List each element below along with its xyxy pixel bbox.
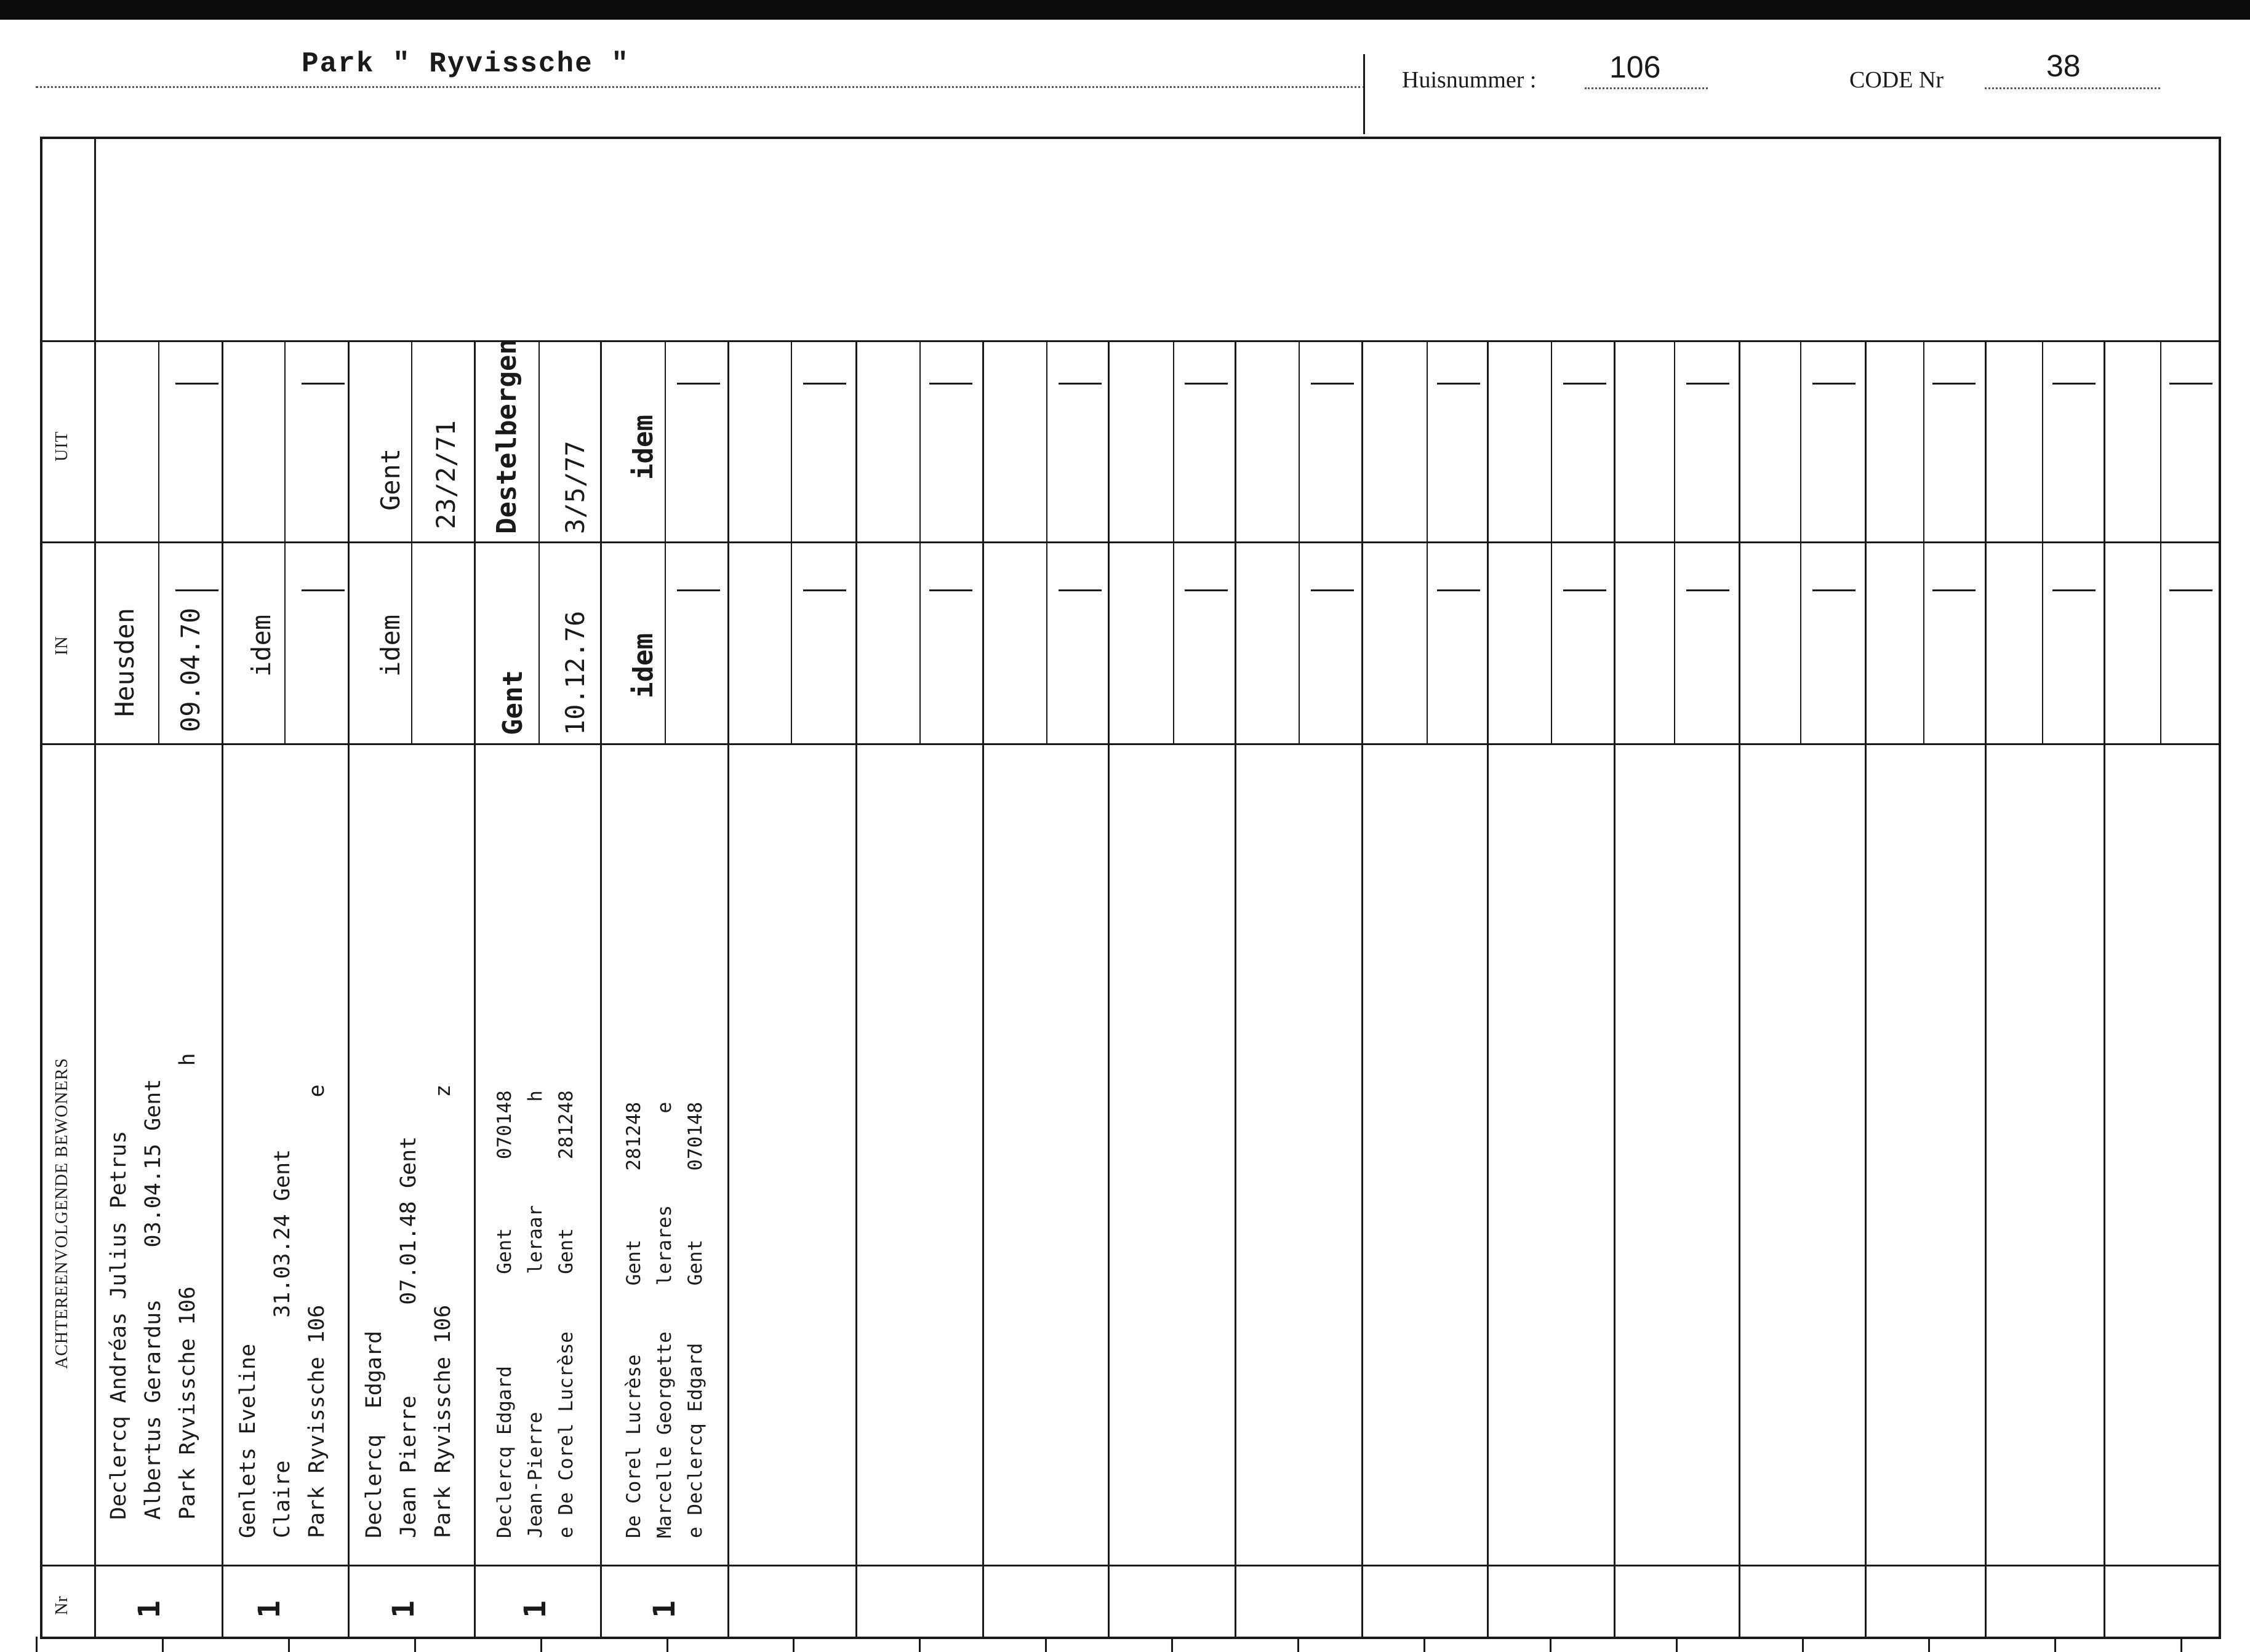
- bottom-tick: [2054, 1637, 2056, 1652]
- entry-number: 1: [647, 1600, 682, 1618]
- resident-line: Declercq Edgard: [362, 1330, 386, 1538]
- subcolumn-divider: [1046, 340, 1047, 743]
- entry-number: 1: [132, 1600, 167, 1618]
- cell-dash: [1686, 589, 1729, 591]
- column-divider: [474, 340, 476, 1637]
- resident-line: Jean Pierre 07.01.48 Gent: [396, 1136, 421, 1538]
- cell-dash: [1059, 383, 1102, 385]
- resident-block: [619, 1102, 711, 1538]
- in-place: idem: [246, 614, 276, 677]
- subcolumn-divider: [1923, 340, 1924, 743]
- bottom-tick: [1928, 1637, 1930, 1652]
- cell-dash: [2169, 589, 2212, 591]
- resident-line: Claire 31.03.24 Gent: [270, 1149, 295, 1538]
- cell-dash: [929, 589, 972, 591]
- resident-line: Albertus Gerardus 03.04.15 Gent: [141, 1079, 166, 1520]
- column-divider: [222, 340, 223, 1637]
- resident-line: e De Corel Lucrèse Gent 281248: [555, 1090, 577, 1538]
- cell-dash: [929, 383, 972, 385]
- nr-section-label: Nr: [52, 1595, 71, 1615]
- label-strip-divider: [94, 137, 96, 1637]
- house-number-label: Huisnummer :: [1402, 67, 1537, 93]
- cell-dash: [2052, 589, 2096, 591]
- cell-dash: [1185, 589, 1228, 591]
- out-date: 23/2/71: [431, 420, 461, 529]
- cell-dash: [1812, 383, 1856, 385]
- cell-dash: [1686, 383, 1729, 385]
- bottom-tick: [667, 1637, 668, 1652]
- column-divider: [855, 340, 857, 1637]
- entry-number: 1: [252, 1600, 287, 1618]
- resident-line: Jean-Pierre leraar h: [524, 1090, 546, 1538]
- cell-dash: [1932, 383, 1976, 385]
- bottom-tick: [1045, 1637, 1047, 1652]
- cell-dash: [1437, 383, 1480, 385]
- resident-line: Park Ryvissche 106 h: [175, 1053, 200, 1520]
- column-divider: [1865, 340, 1867, 1637]
- cell-dash: [175, 383, 218, 385]
- cell-dash: [803, 383, 846, 385]
- cell-dash: [803, 589, 846, 591]
- out-place: Destelbergen: [491, 338, 522, 534]
- in-place: idem: [628, 633, 659, 698]
- section-divider: [40, 340, 2219, 342]
- cell-dash: [1932, 589, 1976, 591]
- subcolumn-divider: [1299, 340, 1300, 743]
- subcolumn-divider: [2042, 340, 2043, 743]
- column-divider: [1235, 340, 1236, 1637]
- bottom-tick: [288, 1637, 290, 1652]
- bottom-tick: [793, 1637, 795, 1652]
- cell-dash: [1059, 589, 1102, 591]
- subcolumn-divider: [1173, 340, 1174, 743]
- resident-line: De Corel Lucrèse Gent 281248: [623, 1101, 645, 1538]
- column-divider: [727, 340, 729, 1637]
- resident-line: Park Ryvissche 106 e: [305, 1084, 329, 1538]
- in-place: Heusden: [110, 607, 140, 717]
- in-place: Gent: [497, 670, 529, 735]
- subcolumn-divider: [1674, 340, 1675, 743]
- bottom-tick: [162, 1637, 164, 1652]
- bottom-tick: [2180, 1637, 2182, 1652]
- column-divider: [982, 340, 984, 1637]
- resident-line: e Declercq Edgard Gent 070148: [684, 1101, 707, 1538]
- code-value: 38: [2046, 49, 2081, 83]
- subcolumn-divider: [665, 340, 666, 743]
- subcolumn-divider: [158, 340, 159, 743]
- street-name: Park " Ryvissche ": [302, 48, 630, 80]
- residents-section-label: ACHTEREENVOLGENDE BEWONERS: [52, 1058, 71, 1369]
- bottom-tick: [1550, 1637, 1551, 1652]
- subcolumn-divider: [538, 340, 540, 743]
- cell-dash: [175, 589, 218, 591]
- entry-number: 1: [386, 1600, 421, 1618]
- subcolumn-divider: [284, 340, 286, 743]
- resident-block: [102, 1053, 205, 1520]
- resident-block: [231, 1084, 334, 1538]
- column-divider: [1739, 340, 1740, 1637]
- column-divider: [1614, 340, 1615, 1637]
- subcolumn-divider: [1551, 340, 1552, 743]
- in-date: 09.04.70: [175, 607, 206, 732]
- cell-dash: [1185, 383, 1228, 385]
- frame-left: [40, 137, 42, 1637]
- subcolumn-divider: [411, 340, 412, 743]
- column-divider: [1108, 340, 1110, 1637]
- column-divider: [2104, 340, 2105, 1637]
- subcolumn-divider: [1427, 340, 1428, 743]
- resident-line: Declercq Andréas Julius Petrus: [106, 1130, 131, 1520]
- column-divider: [1985, 340, 1987, 1637]
- section-divider: [40, 1565, 2219, 1566]
- out-section-label: UIT: [52, 431, 71, 461]
- cell-dash: [1311, 383, 1354, 385]
- cell-dash: [1563, 383, 1606, 385]
- bottom-tick: [1802, 1637, 1804, 1652]
- out-date: 3/5/77: [560, 441, 590, 534]
- cell-dash: [677, 589, 720, 591]
- resident-block: [357, 1084, 460, 1538]
- bottom-tick: [540, 1637, 542, 1652]
- bottom-tick: [1423, 1637, 1425, 1652]
- in-section-label: IN: [52, 636, 71, 655]
- section-divider: [40, 541, 2219, 543]
- resident-line: Park Ryvissche 106 z: [431, 1084, 455, 1538]
- subcolumn-divider: [1800, 340, 1801, 743]
- bottom-tick: [1171, 1637, 1173, 1652]
- cell-dash: [1437, 589, 1480, 591]
- in-date: 10.12.76: [560, 610, 590, 735]
- cell-dash: [302, 589, 345, 591]
- column-divider: [1361, 340, 1363, 1637]
- frame-bottom: [40, 1637, 2221, 1639]
- subcolumn-divider: [2160, 340, 2161, 743]
- resident-line: Genlets Eveline: [236, 1343, 260, 1538]
- cell-dash: [1311, 589, 1354, 591]
- bottom-tick: [414, 1637, 416, 1652]
- bottom-tick: [36, 1637, 38, 1652]
- cell-dash: [677, 383, 720, 385]
- column-divider: [348, 340, 350, 1637]
- house-number-value: 106: [1609, 50, 1661, 84]
- column-divider: [600, 340, 602, 1637]
- cell-dash: [1812, 589, 1856, 591]
- cell-dash: [302, 383, 345, 385]
- entry-number: 1: [518, 1600, 553, 1618]
- in-place: idem: [375, 614, 406, 677]
- resident-line: Declercq Edgard Gent 070148: [494, 1090, 516, 1538]
- resident-line: Marcelle Georgette lerares e: [654, 1101, 676, 1538]
- bottom-tick: [1297, 1637, 1299, 1652]
- cell-dash: [1563, 589, 1606, 591]
- subcolumn-divider: [919, 340, 921, 743]
- bottom-tick: [1676, 1637, 1678, 1652]
- frame-top: [40, 137, 2219, 139]
- column-divider: [1487, 340, 1489, 1637]
- cell-dash: [2052, 383, 2096, 385]
- section-divider: [40, 743, 2219, 745]
- out-place: Gent: [375, 448, 406, 511]
- frame-right: [2219, 137, 2221, 1637]
- out-place: idem: [628, 415, 659, 480]
- bottom-tick: [919, 1637, 921, 1652]
- subcolumn-divider: [791, 340, 792, 743]
- resident-block: [489, 1090, 582, 1538]
- code-label: CODE Nr: [1849, 67, 1944, 93]
- cell-dash: [2169, 383, 2212, 385]
